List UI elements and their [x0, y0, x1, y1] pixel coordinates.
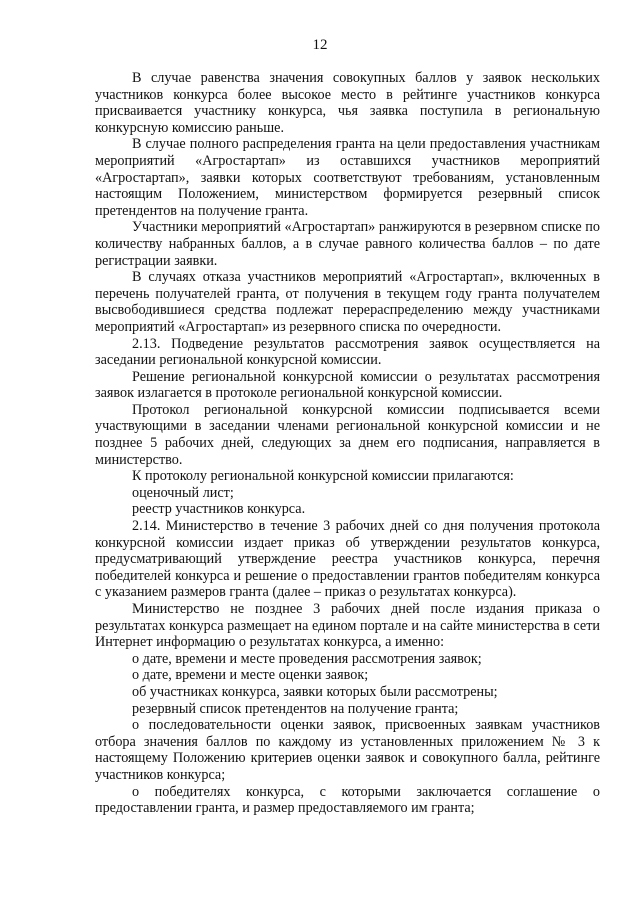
paragraph: Министерство не позднее 3 рабочих дней после издания приказа о результатах конкурса размещает на едином портале и на сайте министерства в сети Интернет информацию о результатах конкурса, а именно:	[95, 601, 600, 651]
paragraph: о дате, времени и месте проведения рассмотрения заявок;	[132, 650, 482, 667]
paragraph: Протокол региональной конкурсной комиссии подписывается всеми участвующими в заседании членами региональной конкурсной комиссии и не позднее 5 рабочих дней, следующих за днем его подписания, направляется в министерство.	[95, 401, 600, 468]
paragraph: В случае равенства значения совокупных баллов у заявок нескольких участников конкурса более высокое место в рейтинге участников конкурса присваивается участнику конкурса, чья заявка поступила в региональную конкурсную комиссию раньше.	[95, 70, 600, 136]
paragraph: 2.14. Министерство в течение 3 рабочих дней со дня получения протокола конкурсной комиссии издает приказ об утверждении результатов конкурса, предусматривающий утверждение реестра участников конкурса, перечня победителей конкурса и решение о предоставлении грантов победителям конкурса с указанием размеров гранта (далее – приказ о результатах конкурса).	[95, 518, 600, 601]
paragraph: 2.13. Подведение результатов рассмотрения заявок осуществляется на заседании региональной конкурсной комиссии.	[95, 335, 600, 369]
paragraph: В случае полного распределения гранта на цели предоставления участникам мероприятий «Агростартап» из оставшихся участников мероприятий «Агростартап», заявки которых соответствуют требованиям, установленным настоящим Положением, министерством формируется резервный список претендентов на получение гранта.	[95, 136, 600, 219]
document-body	[95, 70, 600, 817]
paragraph: Участники мероприятий «Агростартап» ранжируются в резервном списке по количеству набранных баллов, а в случае равного количества баллов – по дате регистрации заявки.	[95, 219, 600, 269]
paragraph: оценочный лист;	[132, 484, 234, 501]
paragraph: резервный список претендентов на получение гранта;	[132, 700, 459, 717]
paragraph: реестр участников конкурса.	[132, 501, 306, 518]
page-number: 12	[312, 37, 328, 53]
paragraph: о дате, времени и месте оценки заявок;	[132, 667, 369, 684]
paragraph: К протоколу региональной конкурсной комиссии прилагаются:	[132, 468, 514, 485]
paragraph: Решение региональной конкурсной комиссии о результатах рассмотрения заявок излагается в протоколе региональной конкурсной комиссии.	[95, 368, 600, 402]
paragraph: В случаях отказа участников мероприятий «Агростартап», включенных в перечень получателей гранта, от получения в текущем году гранта получателем высвободившиеся средства подлежат перераспределению между участниками мероприятий «Агростартап» из резервного списка по очередности.	[95, 269, 600, 335]
paragraph: об участниках конкурса, заявки которых были рассмотрены;	[132, 683, 498, 700]
paragraph: о последовательности оценки заявок, присвоенных заявкам участников отбора значения баллов по каждому из установленных приложением № 3 к настоящему Положению критериев оценки заявок и совокупного балла, рейтинге участников конкурса;	[95, 717, 600, 783]
paragraph: о победителях конкурса, с которыми заключается соглашение о предоставлении гранта, и размер предоставляемого им гранта;	[95, 783, 600, 817]
